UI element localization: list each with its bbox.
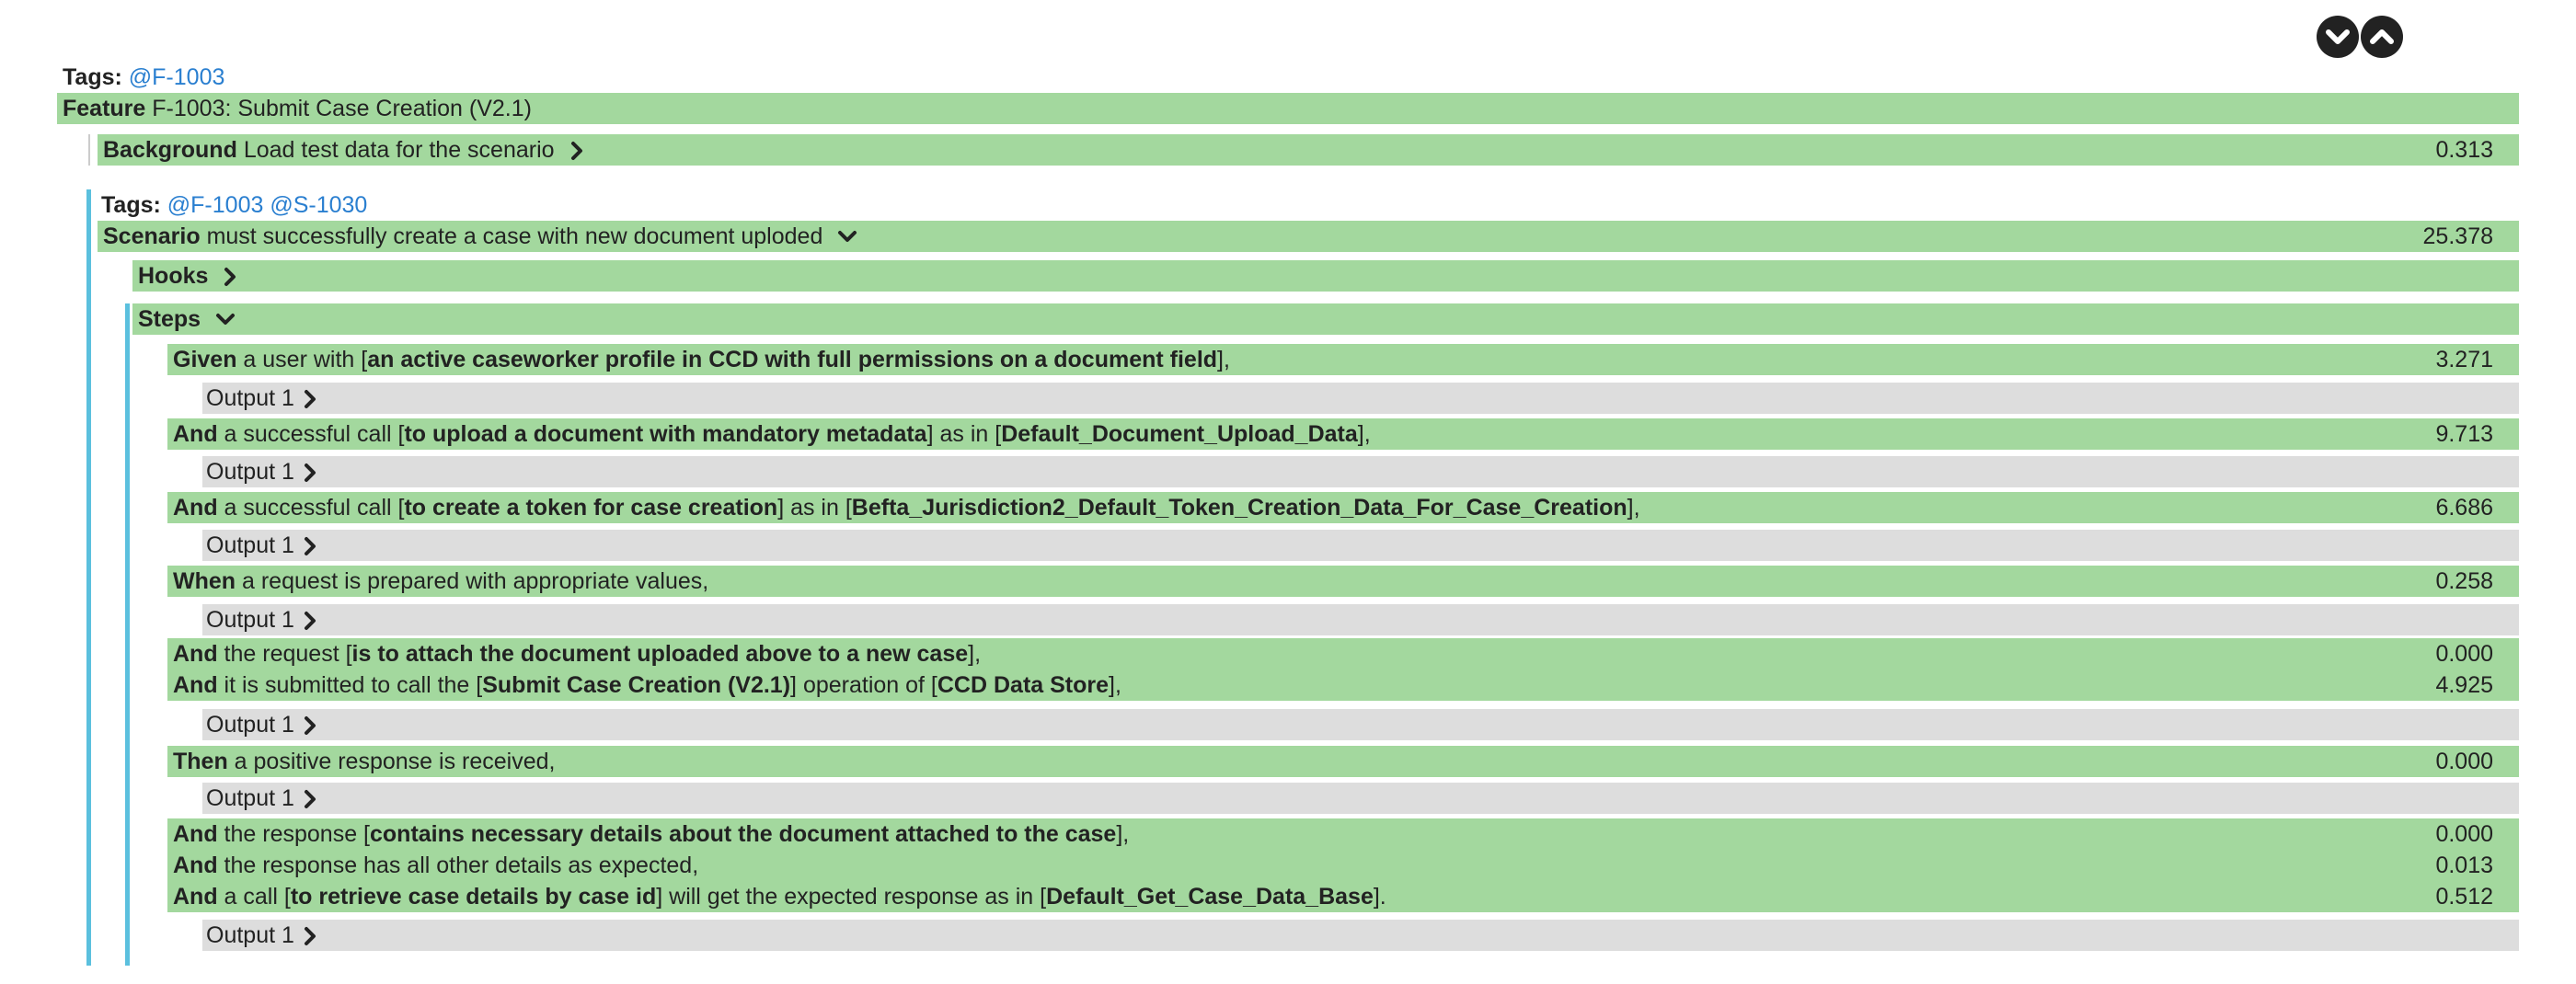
step-text: ]. bbox=[1373, 884, 1386, 910]
step-text: ], bbox=[968, 641, 982, 667]
output-label: Output 1 bbox=[206, 922, 294, 948]
step-text: ] operation of [ bbox=[790, 672, 937, 698]
step-row[interactable] bbox=[173, 492, 2519, 523]
step-text: ], bbox=[1116, 821, 1130, 847]
step-argument: Submit Case Creation (V2.1) bbox=[482, 672, 791, 698]
step-duration: 0.258 bbox=[2435, 568, 2493, 594]
step-duration: 0.000 bbox=[2435, 821, 2493, 847]
step-keyword: Given bbox=[173, 347, 237, 372]
step-text: a user with [ bbox=[236, 347, 368, 372]
scenario-header[interactable] bbox=[98, 221, 2519, 252]
step-argument: to retrieve case details by case id bbox=[290, 884, 657, 910]
chevron-right-icon bbox=[302, 535, 318, 557]
step-group bbox=[167, 344, 2519, 375]
output-label: Output 1 bbox=[206, 459, 294, 485]
output-toggle[interactable] bbox=[202, 530, 2519, 561]
output-label: Output 1 bbox=[206, 532, 294, 558]
tags-label: Tags: bbox=[63, 64, 122, 90]
step-row[interactable] bbox=[173, 818, 2519, 850]
step-argument: Befta_Jurisdiction2_Default_Token_Creation_Data_For_Case_Creation bbox=[851, 495, 1627, 521]
background-header[interactable] bbox=[98, 134, 2519, 166]
scenario-tag-link[interactable]: @F-1003 @S-1030 bbox=[167, 192, 368, 218]
step-duration: 3.271 bbox=[2435, 347, 2493, 372]
step-duration: 6.686 bbox=[2435, 495, 2493, 521]
chevron-up-icon bbox=[2361, 16, 2403, 58]
steps-border bbox=[125, 303, 130, 966]
step-group bbox=[167, 418, 2519, 450]
step-argument: contains necessary details about the document attached to the case bbox=[370, 821, 1117, 847]
scenario-tags bbox=[101, 189, 367, 221]
output-label: Output 1 bbox=[206, 785, 294, 811]
scenario-keyword: Scenario bbox=[103, 223, 201, 249]
output-label: Output 1 bbox=[206, 385, 294, 411]
step-argument: is to attach the document uploaded above to a new case bbox=[351, 641, 969, 667]
step-group bbox=[167, 566, 2519, 597]
step-keyword: Then bbox=[173, 749, 228, 774]
step-duration: 0.000 bbox=[2435, 641, 2493, 667]
step-keyword: And bbox=[173, 495, 218, 521]
chevron-right-icon bbox=[302, 388, 318, 410]
feature-tag-link[interactable]: @F-1003 bbox=[128, 64, 225, 90]
step-text: a request is prepared with appropriate values, bbox=[236, 568, 709, 594]
step-text: a positive response is received, bbox=[227, 749, 556, 774]
step-keyword: And bbox=[173, 852, 218, 878]
scenario-border bbox=[86, 189, 91, 966]
step-row[interactable] bbox=[173, 344, 2519, 375]
chevron-right-icon bbox=[302, 788, 318, 810]
background-duration: 0.313 bbox=[2435, 137, 2493, 163]
step-text: ] as in [ bbox=[926, 421, 1002, 447]
steps-label: Steps bbox=[138, 306, 201, 332]
background-border bbox=[88, 134, 90, 166]
collapse-all-button[interactable] bbox=[2361, 16, 2403, 58]
output-toggle[interactable] bbox=[202, 783, 2519, 814]
step-argument: CCD Data Store bbox=[937, 672, 1110, 698]
tags-label: Tags: bbox=[101, 192, 161, 218]
step-group bbox=[167, 492, 2519, 523]
output-toggle[interactable] bbox=[202, 920, 2519, 951]
step-text: ], bbox=[1217, 347, 1230, 372]
step-group bbox=[167, 818, 2519, 912]
scenario-name: must successfully create a case with new document uploded bbox=[206, 223, 823, 249]
expand-all-button[interactable] bbox=[2317, 16, 2359, 58]
step-text: ], bbox=[1109, 672, 1121, 698]
chevron-right-icon bbox=[302, 462, 318, 484]
output-toggle[interactable] bbox=[202, 604, 2519, 635]
step-text: ], bbox=[1357, 421, 1371, 447]
step-keyword: And bbox=[173, 884, 218, 910]
chevron-right-icon bbox=[302, 610, 318, 632]
feature-tags bbox=[63, 62, 224, 93]
step-group bbox=[167, 746, 2519, 777]
step-keyword: When bbox=[173, 568, 236, 594]
step-row[interactable] bbox=[173, 418, 2519, 450]
step-text: it is submitted to call the [ bbox=[217, 672, 483, 698]
step-argument: an active caseworker profile in CCD with full permissions on a document field bbox=[367, 347, 1218, 372]
output-toggle[interactable] bbox=[202, 709, 2519, 740]
chevron-down-icon bbox=[214, 311, 236, 329]
step-row[interactable] bbox=[173, 881, 2519, 912]
step-text: ] as in [ bbox=[777, 495, 852, 521]
chevron-down-icon bbox=[836, 228, 858, 246]
step-keyword: And bbox=[173, 641, 218, 667]
step-row[interactable] bbox=[173, 746, 2519, 777]
chevron-right-icon bbox=[569, 140, 585, 162]
chevron-right-icon bbox=[222, 266, 238, 288]
output-label: Output 1 bbox=[206, 607, 294, 633]
step-row[interactable] bbox=[173, 566, 2519, 597]
background-name: Load test data for the scenario bbox=[243, 137, 555, 163]
feature-keyword: Feature bbox=[63, 96, 146, 121]
background-keyword: Background bbox=[103, 137, 237, 163]
step-text: ] will get the expected response as in [ bbox=[656, 884, 1047, 910]
feature-header[interactable] bbox=[57, 93, 2519, 124]
step-duration: 0.000 bbox=[2435, 749, 2493, 774]
chevron-down-icon bbox=[2317, 16, 2359, 58]
step-text: the request [ bbox=[217, 641, 352, 667]
step-text: the response has all other details as expected, bbox=[217, 852, 699, 878]
step-duration: 0.013 bbox=[2435, 852, 2493, 878]
step-text: the response [ bbox=[217, 821, 370, 847]
step-duration: 4.925 bbox=[2435, 672, 2493, 698]
feature-name: F-1003: Submit Case Creation (V2.1) bbox=[152, 96, 532, 121]
step-keyword: And bbox=[173, 421, 218, 447]
hooks-label: Hooks bbox=[138, 263, 209, 289]
hooks-header[interactable] bbox=[132, 260, 2519, 292]
step-text: a successful call [ bbox=[217, 495, 405, 521]
output-label: Output 1 bbox=[206, 712, 294, 738]
step-row[interactable] bbox=[173, 669, 2519, 701]
chevron-right-icon bbox=[302, 715, 318, 737]
scenario-duration: 25.378 bbox=[2422, 223, 2493, 249]
step-duration: 0.512 bbox=[2435, 884, 2493, 910]
step-group bbox=[167, 638, 2519, 701]
step-keyword: And bbox=[173, 821, 218, 847]
step-text: a call [ bbox=[217, 884, 291, 910]
steps-header[interactable] bbox=[132, 303, 2519, 335]
step-argument: Default_Document_Upload_Data bbox=[1001, 421, 1358, 447]
step-argument: Default_Get_Case_Data_Base bbox=[1046, 884, 1374, 910]
output-toggle[interactable] bbox=[202, 383, 2519, 414]
output-toggle[interactable] bbox=[202, 456, 2519, 487]
step-text: a successful call [ bbox=[217, 421, 405, 447]
chevron-right-icon bbox=[302, 925, 318, 947]
step-keyword: And bbox=[173, 672, 218, 698]
step-argument: to upload a document with mandatory metadata bbox=[404, 421, 927, 447]
step-duration: 9.713 bbox=[2435, 421, 2493, 447]
step-row[interactable] bbox=[173, 850, 2519, 881]
step-argument: to create a token for case creation bbox=[404, 495, 778, 521]
step-row[interactable] bbox=[173, 638, 2519, 669]
step-text: ], bbox=[1627, 495, 1640, 521]
